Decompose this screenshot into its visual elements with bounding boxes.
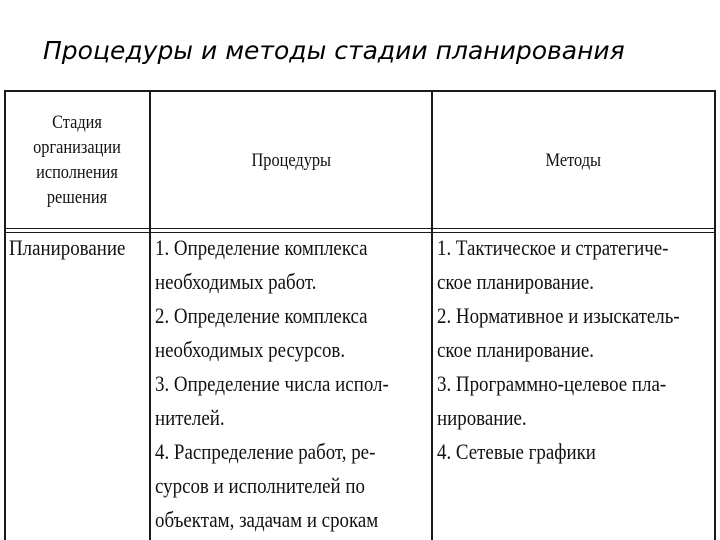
- slide-title: Процедуры и методы стадии планирования: [43, 36, 625, 65]
- procedures-methods-table: [4, 90, 716, 540]
- header-procedures-label: Процедуры: [251, 149, 331, 171]
- method-line: ское планирование.: [437, 337, 595, 362]
- procedure-line: 2. Определение комплекса: [155, 303, 368, 328]
- header-stage-line: исполнения: [36, 162, 119, 183]
- row-stage-label: Планирование: [9, 235, 126, 260]
- procedure-line: необходимых работ.: [155, 269, 317, 294]
- row-procedures-cell: [155, 231, 431, 537]
- header-stage: [6, 92, 149, 228]
- header-stage-line: Стадия: [52, 112, 103, 133]
- method-line: 4. Сетевые графики: [437, 439, 596, 464]
- header-divider-upper: [4, 228, 716, 229]
- table-border-right: [714, 90, 716, 540]
- procedure-line: 3. Определение числа испол-: [155, 371, 389, 396]
- header-procedures: [151, 92, 431, 228]
- header-stage-line: организации: [33, 137, 122, 158]
- method-line: 3. Программно-целевое пла-: [437, 371, 667, 396]
- header-methods: [433, 92, 714, 228]
- method-line: 1. Тактическое и стратегиче-: [437, 235, 669, 260]
- procedure-line: сурсов и исполнителей по: [155, 473, 365, 498]
- method-line: ское планирование.: [437, 269, 595, 294]
- procedure-line: 4. Распределение работ, ре-: [155, 439, 376, 464]
- row-methods-cell: [437, 231, 714, 469]
- procedure-line: необходимых ресурсов.: [155, 337, 346, 362]
- procedure-line: объектам, задачам и срокам: [155, 507, 379, 532]
- method-line: нирование.: [437, 405, 527, 430]
- procedure-line: нителей.: [155, 405, 225, 430]
- row-stage-cell: [9, 231, 149, 265]
- header-stage-line: решения: [47, 187, 108, 208]
- procedure-line: 1. Определение комплекса: [155, 235, 368, 260]
- method-line: 2. Нормативное и изыскатель-: [437, 303, 680, 328]
- header-methods-label: Методы: [545, 149, 602, 171]
